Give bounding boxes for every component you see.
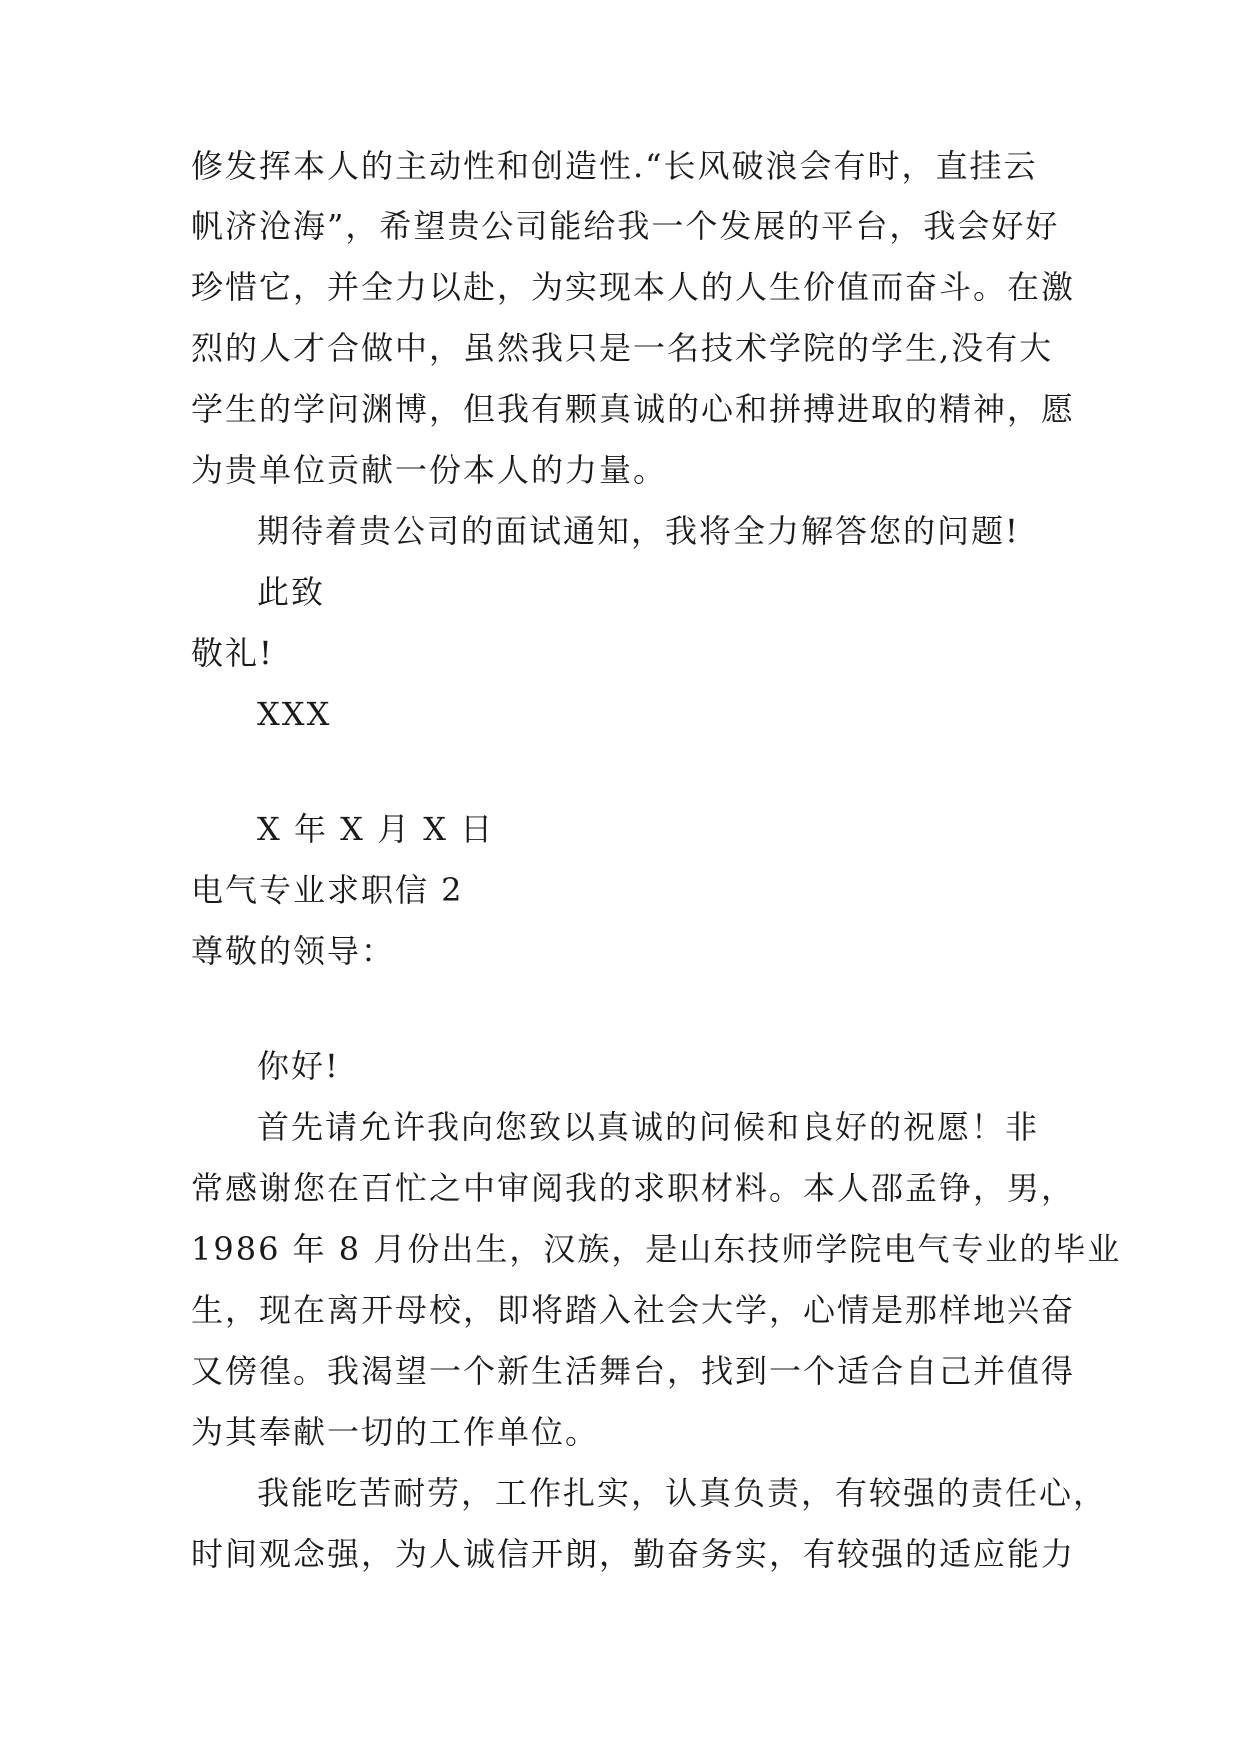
paragraph-line: 帆济沧海”，希望贵公司能给我一个发展的平台，我会好好: [191, 207, 1060, 245]
paragraph-line: 又傍徨。我渴望一个新生活舞台，找到一个适合自己并值得: [191, 1352, 1076, 1390]
paragraph-line: 时间观念强，为人诚信开朗，勤奋务实，有较强的适应能力: [191, 1535, 1076, 1573]
paragraph-line: 修发挥本人的主动性和创造性.“长风破浪会有时，直挂云: [191, 147, 1038, 185]
paragraph-line: 我能吃苦耐劳，工作扎实，认真负责，有较强的责任心，: [257, 1474, 1108, 1512]
letter2-greeting: 尊敬的领导：: [191, 932, 396, 970]
closing-line: 期待着贵公司的面试通知，我将全力解答您的问题!: [257, 512, 1020, 550]
paragraph-line: 为贵单位贡献一份本人的力量。: [191, 451, 668, 489]
paragraph-line: 1986 年 8 月份出生，汉族，是山东技师学院电气专业的毕业: [191, 1230, 1122, 1268]
letter2-hello: 你好!: [257, 1047, 340, 1085]
paragraph-line: 首先请允许我向您致以真诚的问候和良好的祝愿！非: [257, 1108, 1040, 1146]
paragraph-line: 珍惜它，并全力以赴，为实现本人的人生价值而奋斗。在激: [191, 268, 1076, 306]
paragraph-line: 常感谢您在百忙之中审阅我的求职材料。本人邵孟铮，男，: [191, 1169, 1076, 1207]
letter2-title: 电气专业求职信 2: [191, 871, 464, 909]
paragraph-line: 生，现在离开母校，即将踏入社会大学，心情是那样地兴奋: [191, 1291, 1076, 1329]
date: X 年 X 月 X 日: [257, 810, 495, 848]
salutation-ci-zhi: 此致: [257, 573, 326, 611]
paragraph-line: 烈的人才合做中，虽然我只是一名技术学院的学生,没有大: [191, 329, 1054, 367]
salutation-jing-li: 敬礼!: [191, 634, 274, 672]
paragraph-line: 为其奉献一切的工作单位。: [191, 1413, 600, 1451]
signature: XXX: [257, 695, 332, 733]
paragraph-line: 学生的学问渊博，但我有颗真诚的心和拼搏进取的精神，愿: [191, 390, 1076, 428]
letter-body: [191, 0, 1122, 1573]
